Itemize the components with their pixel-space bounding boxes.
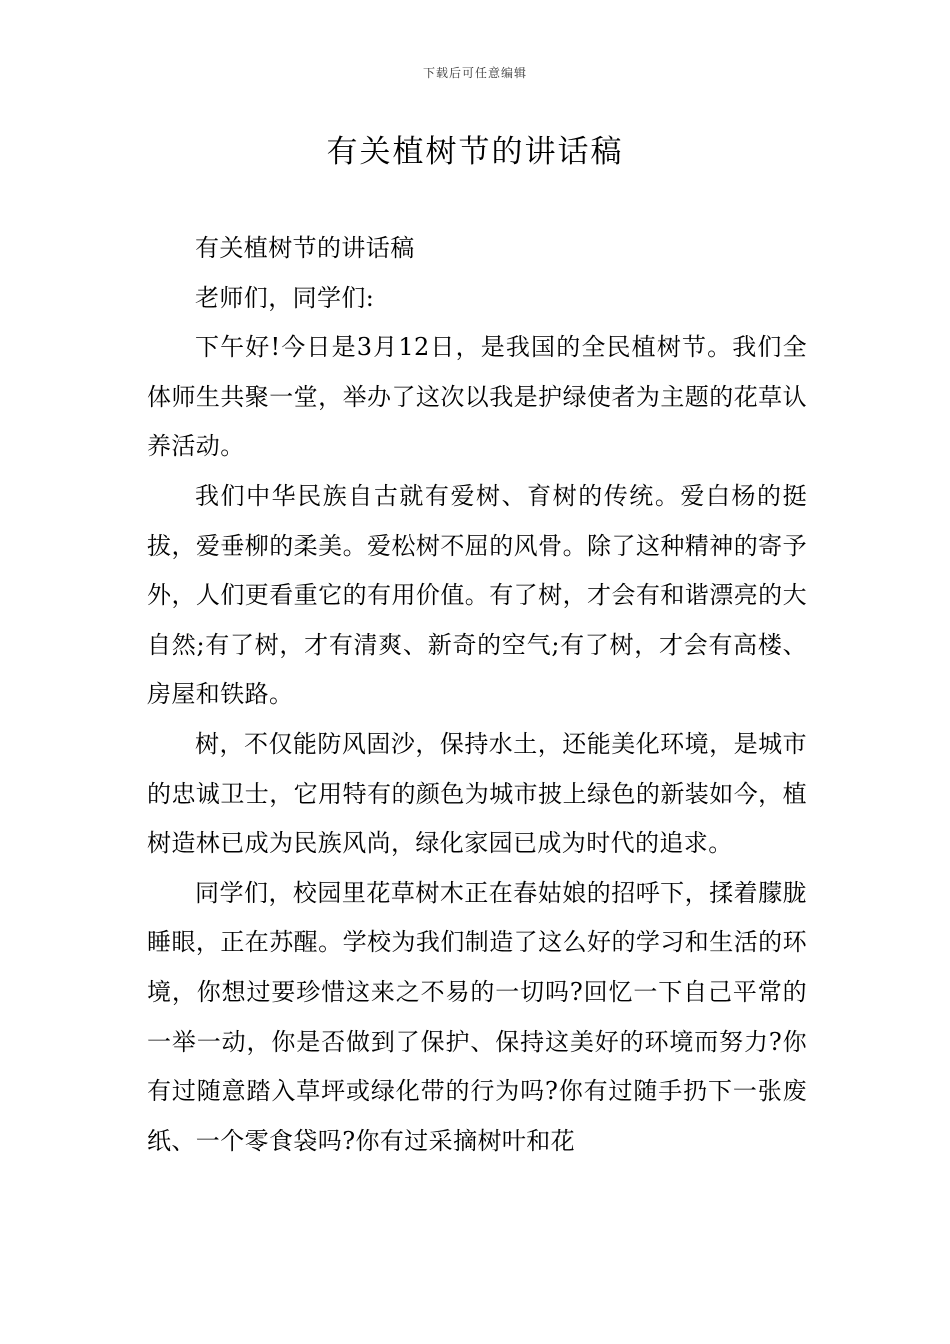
paragraph: 同学们，校园里花草树木正在春姑娘的招呼下，揉着朦胧睡眼，正在苏醒。学校为我们制造了这么好的学习和生活的环境，你想过要珍惜这来之不易的一切吗?回忆一下自己平常的一举一动，你是否做到了保护、保持这美好的环境而努力?你有过随意踏入草坪或绿化带的行为吗?你有过随手扔下一张废纸、一个零食袋吗?你有过采摘树叶和花 [147,878,807,1155]
paragraph-subtitle: 有关植树节的讲话稿 [195,234,415,262]
paragraph: 树，不仅能防风固沙，保持水土，还能美化环境，是城市的忠诚卫士，它用特有的颜色为城市披上绿色的新装如今，植树造林已成为民族风尚，绿化家园已成为时代的追求。 [147,729,807,858]
document-title: 有关植树节的讲话稿 [326,134,624,170]
header-note: 下载后可任意编辑 [422,66,527,80]
paragraph: 下午好!今日是3月12日，是我国的全民植树节。我们全体师生共聚一堂，举办了这次以我是护绿使者为主题的花草认养活动。 [147,333,807,461]
document-body [147,224,807,1166]
paragraph-salutation: 老师们，同学们: [195,283,375,312]
paragraph: 我们中华民族自古就有爱树、育树的传统。爱白杨的挺拔，爱垂柳的柔美。爱松树不屈的风骨。除了这种精神的寄予外，人们更看重它的有用价值。有了树，才会有和谐漂亮的大自然;有了树，才有清爽、新奇的空气;有了树，才会有高楼、房屋和铁路。 [147,481,807,709]
